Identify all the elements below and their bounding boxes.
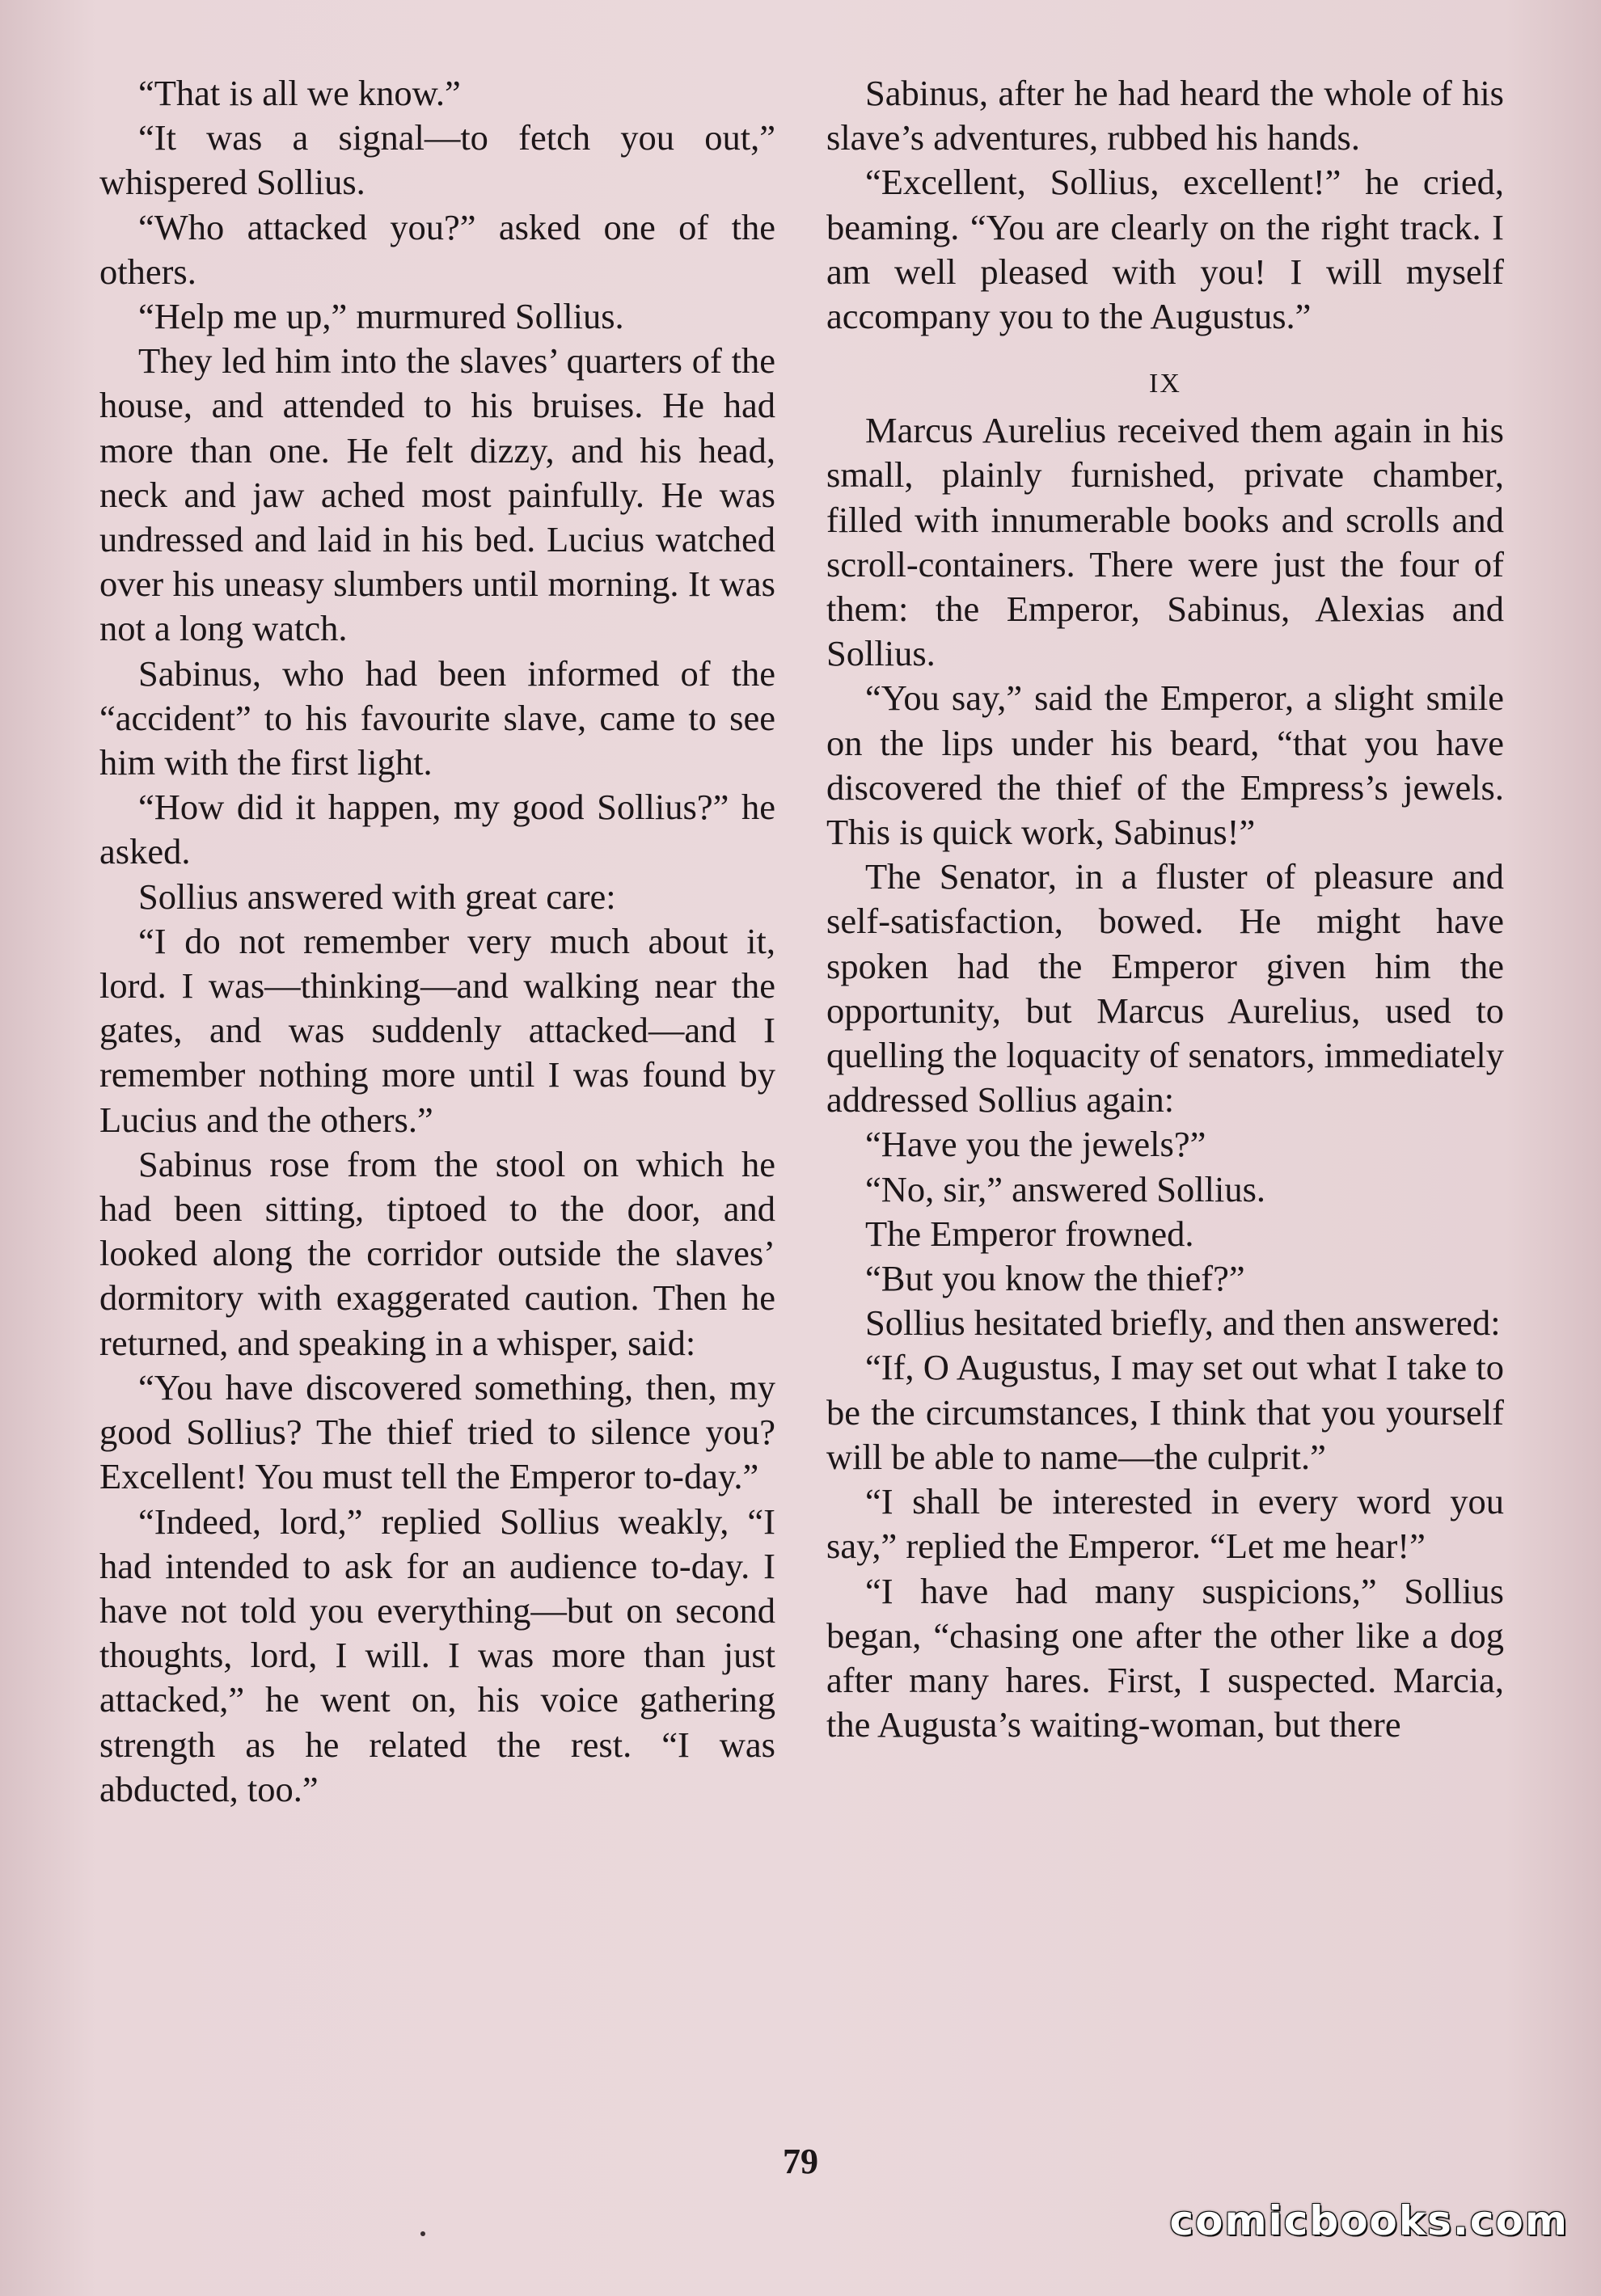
- left-text-column: [99, 71, 775, 1812]
- paragraph: “You have discovered something, then, my good Sollius? The thief tried to silence you? Excellent! You must tell the Emperor to-day.”: [99, 1366, 775, 1497]
- paragraph: Sabinus, after he had heard the whole of his slave’s adventures, rubbed his hands.: [826, 73, 1504, 158]
- right-text-column: [826, 71, 1504, 1747]
- chapter-heading: IX: [1149, 369, 1181, 399]
- paragraph: “Who attacked you?” asked one of the others.: [99, 206, 775, 292]
- site-watermark: comicbooks.com: [1169, 2197, 1569, 2244]
- paragraph: “No, sir,” answered Sollius.: [865, 1168, 1266, 1209]
- paragraph: “Help me up,” murmured Sollius.: [138, 296, 624, 337]
- paragraph: “How did it happen, my good Sollius?” he asked.: [99, 787, 775, 872]
- page-number: 79: [783, 2142, 818, 2181]
- paragraph: Sabinus, who had been informed of the “accident” to his favourite slave, came to see him with the first light.: [99, 652, 775, 783]
- paragraph: “That is all we know.”: [138, 73, 461, 113]
- paragraph: The Senator, in a fluster of pleasure and self-satisfaction, bowed. He might have spoken had the Emperor given him the opportunity, but Marcus Aurelius, used to quelling the loquacity of senators, immediately addressed Sollius again:: [826, 856, 1504, 1121]
- paragraph: “You say,” said the Emperor, a slight smile on the lips under his beard, “that you have discovered the thief of the Empress’s jewels. This is quick work, Sabinus!”: [826, 677, 1504, 853]
- print-speck: [420, 2231, 425, 2236]
- paragraph: “Excellent, Sollius, excellent!” he cried, beaming. “You are clearly on the right track. I am well pleased with you! I will myself accompany you to the Augustus.”: [826, 162, 1504, 337]
- paragraph: “If, O Augustus, I may set out what I take to be the circumstances, I think that you yourself will be able to name—the culprit.”: [826, 1347, 1504, 1477]
- paragraph: “But you know the thief?”: [865, 1258, 1245, 1299]
- paragraph: “I do not remember very much about it, lord. I was—thinking—and walking near the gates, and was suddenly attacked—and I remember nothing more until I was found by Lucius and the others.”: [99, 920, 775, 1140]
- paragraph: “I have had many suspicions,” Sollius began, “chasing one after the other like a dog after many hares. First, I suspected. Marcia, the Augusta’s waiting-woman, but there: [826, 1570, 1504, 1745]
- paragraph: Marcus Aurelius received them again in his small, plainly furnished, private chamber, filled with innumerable books and scrolls and scroll-containers. There were just the four of them: the Emperor, Sabinus, Alexias and Sollius.: [826, 410, 1504, 674]
- paragraph: “Indeed, lord,” replied Sollius weakly, “I had intended to ask for an audience to-day. I have not told you everything—but on second thoughts, lord, I will. I was more than just attacked,” he went on, his voice gathering strength as he related the rest. “I was abducted, too.”: [99, 1500, 775, 1809]
- paragraph: They led him into the slaves’ quarters of the house, and attended to his bruises. He had more than one. He felt dizzy, and his head, neck and jaw ached most painfully. He was undressed and laid in his bed. Lucius watched over his uneasy slumbers until morning. It was not a long watch.: [99, 340, 775, 649]
- paragraph: “It was a signal—to fetch you out,” whispered Sollius.: [99, 117, 775, 203]
- paragraph: Sollius answered with great care:: [138, 876, 616, 917]
- paragraph: “Have you the jewels?”: [865, 1124, 1206, 1165]
- paragraph: Sabinus rose from the stool on which he had been sitting, tiptoed to the door, and looked along the corridor outside the slaves’ dormitory with exaggerated caution. Then he returned, and speaking in a whisper, said:: [99, 1143, 775, 1363]
- paragraph: “I shall be interested in every word you say,” replied the Emperor. “Let me hear!”: [826, 1481, 1504, 1567]
- paragraph: The Emperor frowned.: [865, 1213, 1194, 1254]
- paragraph: Sollius hesitated briefly, and then answered:: [865, 1302, 1501, 1344]
